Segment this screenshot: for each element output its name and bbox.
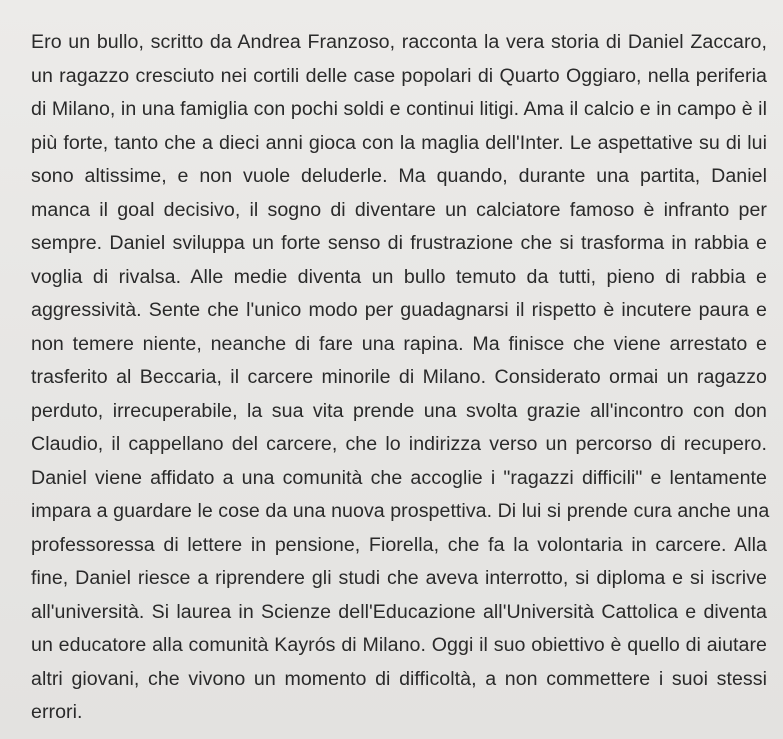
text-line: errori. (31, 701, 83, 723)
text-line: professoressa di lettere in pensione, Fiorella, che fa la volontaria in carcere. Alla (31, 533, 767, 556)
text-line: perduto, irrecuperabile, la sua vita prende una svolta grazie all'incontro con don (31, 399, 767, 422)
body-paragraph (31, 26, 770, 730)
text-line: non temere niente, neanche di fare una rapina. Ma finisce che viene arrestato e (31, 332, 767, 355)
text-line: impara a guardare le cose da una nuova prospettiva. Di lui si prende cura anche una (31, 500, 770, 522)
text-line: aggressività. Sente che l'unico modo per guadagnarsi il rispetto è incutere paura e (31, 299, 767, 321)
text-line: Daniel viene affidato a una comunità che accoglie i "ragazzi difficili" e lentamente (31, 466, 767, 489)
text-line: altri giovani, che vivono un momento di difficoltà, a non commettere i suoi stessi (31, 667, 767, 690)
text-line: fine, Daniel riesce a riprendere gli studi che aveva interrotto, si diploma e si iscrive (31, 567, 767, 589)
text-line: sono altissime, e non vuole deluderle. Ma quando, durante una partita, Daniel (31, 165, 767, 187)
text-line: Claudio, il cappellano del carcere, che lo indirizza verso un percorso di recupero. (31, 433, 767, 455)
text-line: più forte, tanto che a dieci anni gioca con la maglia dell'Inter. Le aspettative su di lui (31, 131, 767, 154)
text-line: di Milano, in una famiglia con pochi soldi e continui litigi. Ama il calcio e in campo è il (31, 98, 767, 120)
text-line: un ragazzo cresciuto nei cortili delle case popolari di Quarto Oggiaro, nella periferia (31, 64, 767, 87)
text-line: trasferito al Beccaria, il carcere minorile di Milano. Considerato ormai un ragazzo (31, 366, 767, 388)
text-line: manca il goal decisivo, il sogno di diventare un calciatore famoso è infranto per (31, 198, 767, 221)
text-line: un educatore alla comunità Kayrós di Milano. Oggi il suo obiettivo è quello di aiutare (31, 634, 767, 656)
text-line: voglia di rivalsa. Alle medie diventa un bullo temuto da tutti, pieno di rabbia e (31, 265, 767, 288)
text-line: Ero un bullo, scritto da Andrea Franzoso, racconta la vera storia di Daniel Zaccaro, (31, 31, 767, 53)
text-line: sempre. Daniel sviluppa un forte senso di frustrazione che si trasforma in rabbia e (31, 232, 767, 254)
text-line: all'università. Si laurea in Scienze dell'Educazione all'Università Cattolica e diventa (31, 600, 767, 623)
